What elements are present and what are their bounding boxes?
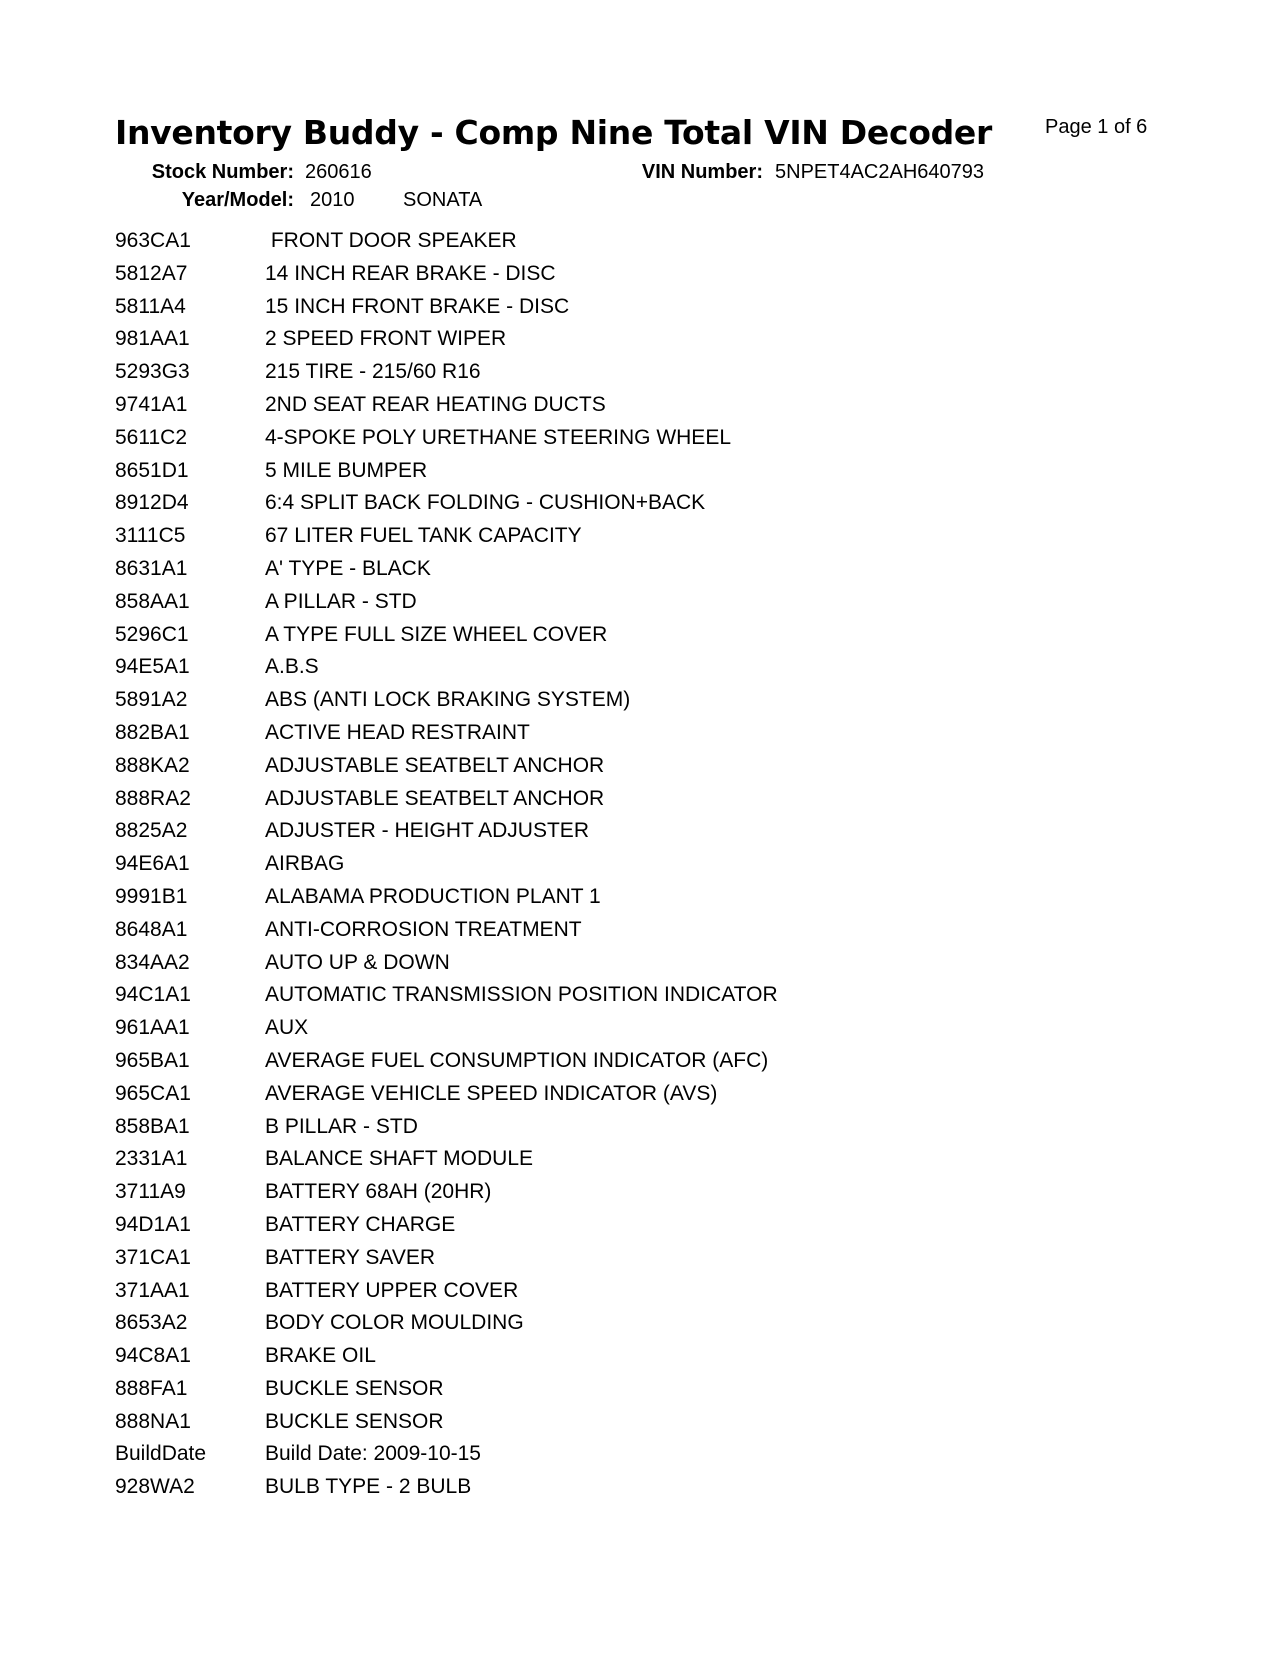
option-description: AVERAGE VEHICLE SPEED INDICATOR (AVS)	[265, 1081, 718, 1105]
option-description: BATTERY UPPER COVER	[265, 1278, 519, 1302]
option-row	[115, 1279, 1215, 1312]
option-description: AUTO UP & DOWN	[265, 950, 450, 974]
option-description: AUTOMATIC TRANSMISSION POSITION INDICATOR	[265, 983, 778, 1007]
option-row	[115, 1475, 1215, 1508]
option-code: 963CA1	[115, 229, 191, 252]
option-code: 371AA1	[115, 1278, 190, 1302]
option-row	[115, 393, 1215, 426]
option-description: AUX	[265, 1016, 309, 1040]
option-description: ABS (ANTI LOCK BRAKING SYSTEM)	[265, 688, 631, 712]
option-description: FRONT DOOR SPEAKER	[265, 229, 517, 252]
option-row	[115, 819, 1215, 852]
option-row	[115, 1016, 1215, 1049]
option-code: 965CA1	[115, 1081, 191, 1105]
option-code: 5891A2	[115, 688, 188, 712]
model-value: SONATA	[403, 189, 483, 211]
option-description: 14 INCH REAR BRAKE - DISC	[265, 261, 556, 285]
option-code: 8912D4	[115, 491, 189, 515]
year-value: 2010	[310, 189, 355, 211]
option-code: 94D1A1	[115, 1212, 191, 1236]
option-description: AVERAGE FUEL CONSUMPTION INDICATOR (AFC)	[265, 1048, 769, 1072]
option-code: 965BA1	[115, 1048, 190, 1072]
option-row	[115, 1246, 1215, 1279]
option-code: 8651D1	[115, 458, 189, 482]
option-row	[115, 1180, 1215, 1213]
option-row	[115, 590, 1215, 623]
option-row	[115, 1410, 1215, 1443]
option-code: 858AA1	[115, 589, 190, 613]
option-code: 888KA2	[115, 753, 190, 777]
option-description: 4-SPOKE POLY URETHANE STEERING WHEEL	[265, 425, 731, 449]
option-code: 888RA2	[115, 786, 191, 810]
option-code: 5812A7	[115, 261, 188, 285]
option-description: BRAKE OIL	[265, 1344, 376, 1368]
option-code: 882BA1	[115, 720, 190, 744]
option-description: A.B.S	[265, 655, 319, 679]
option-description: B PILLAR - STD	[265, 1114, 418, 1138]
option-code: 94C1A1	[115, 983, 191, 1007]
option-description: 15 INCH FRONT BRAKE - DISC	[265, 294, 570, 318]
option-code: 928WA2	[115, 1475, 195, 1499]
option-row	[115, 1377, 1215, 1410]
option-code: 2331A1	[115, 1147, 188, 1171]
option-row	[115, 327, 1215, 360]
vin-number-label: VIN Number:	[641, 161, 763, 183]
option-row	[115, 459, 1215, 492]
option-description: 2 SPEED FRONT WIPER	[265, 327, 507, 351]
option-code: 888FA1	[115, 1376, 188, 1400]
option-row	[115, 983, 1215, 1016]
stock-number-label: Stock Number:	[151, 161, 294, 183]
option-row	[115, 1344, 1215, 1377]
option-row	[115, 852, 1215, 885]
option-code: 94E6A1	[115, 852, 190, 876]
option-description: BATTERY SAVER	[265, 1245, 435, 1269]
year-model-label: Year/Model:	[181, 189, 294, 211]
option-description: 215 TIRE - 215/60 R16	[265, 360, 481, 384]
option-row	[115, 754, 1215, 787]
option-description: BODY COLOR MOULDING	[265, 1311, 524, 1335]
option-description: Build Date: 2009-10-15	[265, 1442, 481, 1466]
option-row	[115, 426, 1215, 459]
option-code: 834AA2	[115, 950, 190, 974]
option-row	[115, 229, 1215, 262]
option-description: BUCKLE SENSOR	[265, 1376, 444, 1400]
option-code: 371CA1	[115, 1245, 191, 1269]
option-row	[115, 655, 1215, 688]
option-description: ALABAMA PRODUCTION PLANT 1	[265, 884, 601, 908]
option-code-list	[115, 229, 1215, 1508]
option-description: A PILLAR - STD	[265, 589, 417, 613]
option-code: 8631A1	[115, 556, 188, 580]
option-description: ADJUSTER - HEIGHT ADJUSTER	[265, 819, 589, 843]
option-code: 94C8A1	[115, 1344, 191, 1368]
option-description: 5 MILE BUMPER	[265, 458, 428, 482]
option-code: 9991B1	[115, 884, 188, 908]
option-row	[115, 557, 1215, 590]
vin-number-value: 5NPET4AC2AH640793	[775, 161, 985, 183]
option-code: 5293G3	[115, 360, 190, 384]
option-description: A' TYPE - BLACK	[265, 556, 431, 580]
option-code: 961AA1	[115, 1016, 190, 1040]
option-row	[115, 524, 1215, 557]
option-description: BULB TYPE - 2 BULB	[265, 1475, 472, 1499]
option-row	[115, 1082, 1215, 1115]
option-description: BALANCE SHAFT MODULE	[265, 1147, 534, 1171]
option-row	[115, 885, 1215, 918]
option-code: 3711A9	[115, 1180, 186, 1204]
option-description: ACTIVE HEAD RESTRAINT	[265, 720, 530, 744]
option-description: A TYPE FULL SIZE WHEEL COVER	[265, 622, 608, 646]
option-code: 8825A2	[115, 819, 188, 843]
option-description: 67 LITER FUEL TANK CAPACITY	[265, 524, 582, 548]
option-row	[115, 688, 1215, 721]
option-description: ADJUSTABLE SEATBELT ANCHOR	[265, 753, 605, 777]
option-description: BATTERY CHARGE	[265, 1212, 456, 1236]
option-row	[115, 787, 1215, 820]
option-code: 5811A4	[115, 294, 186, 318]
report-title: Inventory Buddy - Comp Nine Total VIN Decoder	[115, 113, 992, 152]
option-description: ANTI-CORROSION TREATMENT	[265, 917, 582, 941]
option-description: 2ND SEAT REAR HEATING DUCTS	[265, 392, 606, 416]
stock-number-value: 260616	[305, 161, 372, 183]
option-row	[115, 1442, 1215, 1475]
option-code: 5296C1	[115, 622, 189, 646]
option-description: BUCKLE SENSOR	[265, 1409, 444, 1433]
option-row	[115, 295, 1215, 328]
option-row	[115, 1213, 1215, 1246]
page-number: Page 1 of 6	[1045, 116, 1148, 138]
option-description: ADJUSTABLE SEATBELT ANCHOR	[265, 786, 605, 810]
option-description: BATTERY 68AH (20HR)	[265, 1180, 492, 1204]
option-code: 9741A1	[115, 392, 188, 416]
option-code: 981AA1	[115, 327, 190, 351]
option-row	[115, 721, 1215, 754]
option-code: 888NA1	[115, 1409, 191, 1433]
option-row	[115, 951, 1215, 984]
option-row	[115, 1147, 1215, 1180]
option-code: 94E5A1	[115, 655, 190, 679]
option-description: AIRBAG	[265, 852, 345, 876]
option-code: 8648A1	[115, 917, 188, 941]
option-row	[115, 491, 1215, 524]
option-row	[115, 1311, 1215, 1344]
option-row	[115, 262, 1215, 295]
option-code: BuildDate	[115, 1442, 207, 1466]
option-code: 8653A2	[115, 1311, 188, 1335]
option-code: 858BA1	[115, 1114, 190, 1138]
option-row	[115, 918, 1215, 951]
option-row	[115, 1115, 1215, 1148]
option-code: 3111C5	[115, 524, 186, 548]
option-row	[115, 1049, 1215, 1082]
option-row	[115, 360, 1215, 393]
option-code: 5611C2	[115, 425, 188, 449]
option-description: 6:4 SPLIT BACK FOLDING - CUSHION+BACK	[265, 491, 706, 515]
option-row	[115, 623, 1215, 656]
